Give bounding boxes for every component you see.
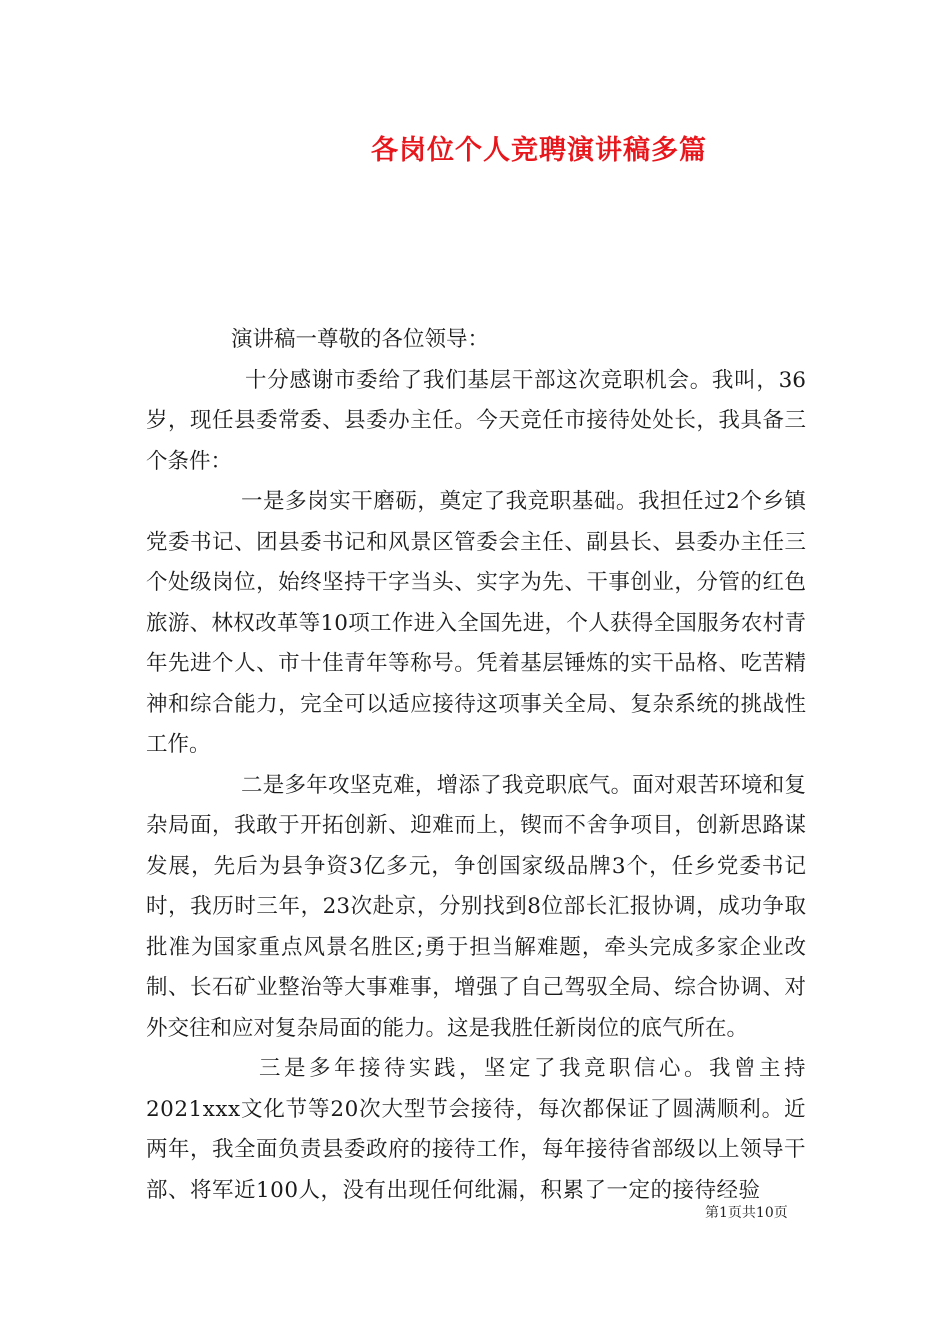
paragraph-condition-one: 一是多岗实干磨砺，奠定了我竞职基础。我担任过2个乡镇党委书记、团县委书记和风景区管委会主任、副县长、县委办主任三个处级岗位，始终坚持干字当头、实字为先、干事创业，分管的红色旅游、林权改革等10项工作进入全国先进，个人获得全国服务农村青年先进个人、市十佳青年等称号。凭着基层锤炼的实干品格、吃苦精神和综合能力，完全可以适应接待这项事关全局、复杂系统的挑战性工作。 <box>146 489 806 757</box>
page-number-footer: 第1页共10页 <box>705 1205 788 1221</box>
paragraph-condition-two: 二是多年攻坚克难，增添了我竞职底气。面对艰苦环境和复杂局面，我敢于开拓创新、迎难而上，锲而不舍争项目，创新思路谋发展，先后为县争资3亿多元，争创国家级品牌3个，任乡党委书记时，我历时三年，23次赴京，分别找到8位部长汇报协调，成功争取批准为国家重点风景名胜区;勇于担当解难题，牵头完成多家企业改制、长石矿业整治等大事难事，增强了自己驾驭全局、综合协调、对外交往和应对复杂局面的能力。这是我胜任新岗位的底气所在。 <box>146 772 806 1041</box>
paragraph-salutation: 演讲稿一尊敬的各位领导： <box>231 327 490 352</box>
document-body <box>146 320 806 1211</box>
document-title: 各岗位个人竞聘演讲稿多篇 <box>371 135 707 166</box>
paragraph-introduction: 十分感谢市委给了我们基层干部这次竞职机会。我叫，36岁，现任县委常委、县委办主任。今天竞任市接待处处长，我具备三个条件： <box>146 367 806 474</box>
paragraph-condition-three: 三是多年接待实践，坚定了我竞职信心。我曾主持2021xxx文化节等20次大型节会接待，每次都保证了圆满顺利。近两年，我全面负责县委政府的接待工作，每年接待省部级以上领导干部、将军近100人，没有出现任何纰漏，积累了一定的接待经验 <box>146 1056 807 1203</box>
